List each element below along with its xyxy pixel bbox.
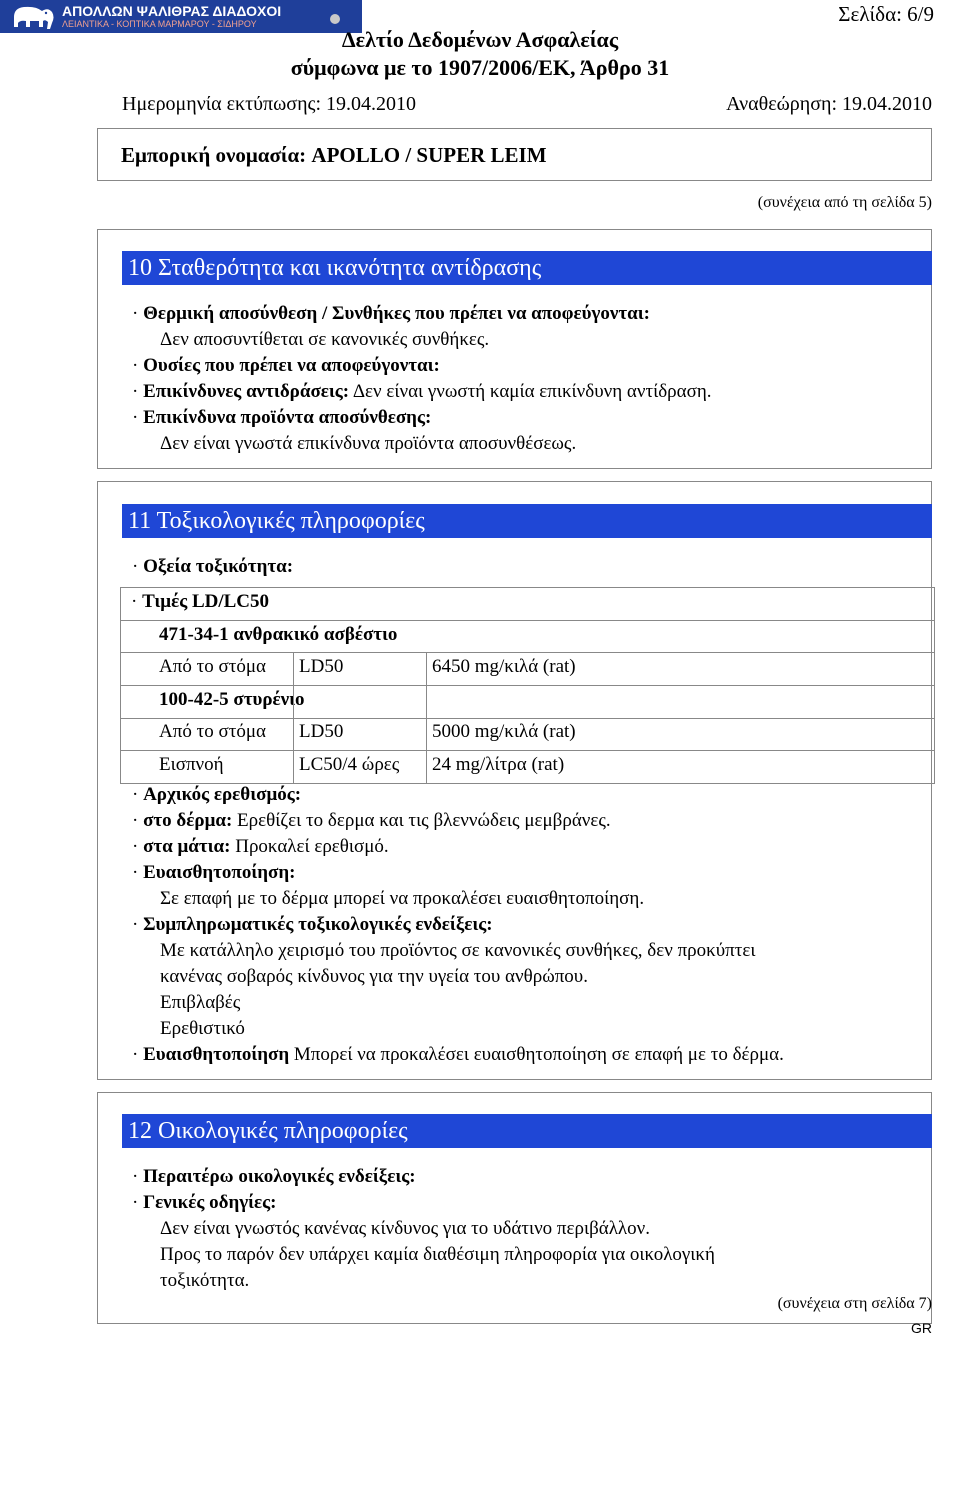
ld-lc50-table: [120, 587, 935, 784]
table-divider: [121, 620, 934, 621]
skin-text: Ερεθίζει το δερμα και τις βλεννώδεις μεμβράνες.: [237, 810, 611, 831]
ld-title-line: · Τιμές LD/LC50: [131, 591, 270, 612]
sens-label: Ευαισθητοποίηση:: [143, 862, 296, 883]
column-divider: [426, 652, 427, 784]
irritant-label: Ερεθιστικό: [160, 1018, 245, 1039]
skin-label: στο δέρμα:: [143, 810, 233, 831]
eyes-line: · στα μάτια: Προκαλεί ερεθισμό.: [132, 836, 389, 857]
substance-name: 471-34-1 ανθρακικό ασβέστιο: [159, 624, 398, 645]
document-title: Δελτίο Δεδομένων Ασφαλείας: [341, 27, 619, 52]
value-cell: 24 mg/λίτρα (rat): [432, 754, 565, 775]
sens-text: Σε επαφή με το δέρμα μπορεί να προκαλέσει ευαισθητοποίηση.: [160, 888, 645, 909]
substances-avoid-line: · Ουσίες που πρέπει να αποφεύγονται:: [132, 355, 440, 376]
decomposition-products-line: · Επικίνδυνα προϊόντα αποσύνθεσης:: [132, 407, 432, 428]
section-11-heading: 11 Τοξικολογικές πληροφορίες: [122, 504, 932, 538]
document-subtitle: σύμφωνα με το 1907/2006/ΕΚ, Άρθρο 31: [290, 55, 670, 80]
supplementary-line: · Συμπληρωματικές τοξικολογικές ενδείξεις:: [132, 914, 493, 935]
eyes-label: στα μάτια:: [143, 836, 231, 857]
type-cell: LD50: [299, 656, 344, 677]
skin-line: · στο δέρμα: Ερεθίζει το δερμα και τις βλεννώδεις μεμβράνες.: [132, 810, 611, 831]
supp-text-1: Με κατάλληλο χειρισμό του προϊόντος σε κανονικές συνθήκες, δεν προκύπτει: [160, 940, 756, 961]
general-label: Γενικές οδηγίες:: [143, 1192, 277, 1213]
table-divider: [121, 750, 934, 751]
elephant-logo-icon: [8, 3, 58, 30]
irritation-label: Αρχικός ερεθισμός:: [143, 784, 302, 805]
further-label: Περαιτέρω οικολογικές ενδείξεις:: [143, 1166, 416, 1187]
country-code: GR: [911, 1320, 932, 1336]
products-label: Επικίνδυνα προϊόντα αποσύνθεσης:: [143, 407, 432, 428]
logo-company-name: ΑΠΟΛΛΩΝ ΨΑΛΙΘΡΑΣ ΔΙΑΔΟΧΟΙ: [62, 3, 282, 19]
continued-to-note: (συνέχεια στη σελίδα 7): [777, 1295, 932, 1312]
page-number: Σελίδα: 6/9: [838, 2, 934, 26]
acute-label: Οξεία τοξικότητα:: [143, 556, 294, 577]
type-cell: LC50/4 ώρες: [299, 754, 400, 775]
products-text: Δεν είναι γνωστά επικίνδυνα προϊόντα αποσυνθέσεως.: [160, 433, 577, 454]
hazardous-reactions-line: · Επικίνδυνες αντιδράσεις: Δεν είναι γνωστή καμία επικίνδυνη αντίδραση.: [132, 381, 712, 402]
further-eco-line: · Περαιτέρω οικολογικές ενδείξεις:: [132, 1166, 416, 1187]
value-cell: 5000 mg/κιλά (rat): [432, 721, 576, 742]
general-text-2: Προς το παρόν δεν υπάρχει καμία διαθέσιμη πληροφορία για οικολογική: [160, 1244, 715, 1265]
section-10-stability: [97, 229, 932, 469]
thermal-text: Δεν αποσυντίθεται σε κανονικές συνθήκες.: [160, 329, 490, 350]
type-cell: LD50: [299, 721, 344, 742]
supp-label: Συμπληρωματικές τοξικολογικές ενδείξεις:: [143, 914, 493, 935]
print-date: Ημερομηνία εκτύπωσης: 19.04.2010: [122, 93, 417, 115]
table-divider: [121, 718, 934, 719]
section-12-heading: 12 Οικολογικές πληροφορίες: [122, 1114, 932, 1148]
continued-from-note: (συνέχεια από τη σελίδα 5): [757, 194, 932, 211]
substance-name: 100-42-5 στυρένιο: [159, 689, 305, 710]
logo-tagline: ΛΕΙΑΝΤΙΚΑ - ΚΟΠΤΙΚΑ ΜΑΡΜΑΡΟΥ - ΣΙΔΗΡΟΥ: [62, 19, 257, 29]
reactions-text: Δεν είναι γνωστή καμία επικίνδυνη αντίδραση.: [352, 381, 712, 402]
supp-text-2: κανένας σοβαρός κίνδυνος για την υγεία του ανθρώπου.: [160, 966, 588, 987]
sensitisation-line: · Ευαισθητοποίηση:: [132, 862, 296, 883]
harmful-label: Επιβλαβές: [160, 992, 241, 1013]
route-cell: Από το στόμα: [159, 656, 266, 677]
ld-title: Τιμές LD/LC50: [142, 591, 270, 612]
sens2-text: Μπορεί να προκαλέσει ευαισθητοποίηση σε επαφή με το δέρμα.: [293, 1044, 784, 1065]
route-cell: Από το στόμα: [159, 721, 266, 742]
route-cell: Εισπνοή: [159, 754, 224, 775]
logo-dot: [330, 14, 340, 24]
sens2-label: Ευαισθητοποίηση: [143, 1044, 290, 1065]
value-cell: 6450 mg/κιλά (rat): [432, 656, 576, 677]
general-text-1: Δεν είναι γνωστός κανένας κίνδυνος για το υδάτινο περιβάλλον.: [160, 1218, 650, 1239]
thermal-label: Θερμική αποσύνθεση / Συνθήκες που πρέπει να αποφεύγονται:: [143, 303, 650, 324]
table-divider: [121, 685, 934, 686]
sensitisation-2-line: · Ευαισθητοποίηση Μπορεί να προκαλέσει ευαισθητοποίηση σε επαφή με το δέρμα.: [132, 1044, 784, 1065]
table-divider: [121, 652, 934, 653]
eyes-text: Προκαλεί ερεθισμό.: [235, 836, 389, 857]
section-11-toxicology: [97, 481, 932, 1080]
general-text-3: τοξικότητα.: [160, 1270, 250, 1291]
section-10-heading: 10 Σταθερότητα και ικανότητα αντίδρασης: [122, 251, 932, 285]
column-divider: [293, 652, 294, 784]
reactions-label: Επικίνδυνες αντιδράσεις:: [143, 381, 350, 402]
trade-name: Εμπορική ονομασία: APOLLO / SUPER LEIM: [121, 143, 547, 167]
revision-date: Αναθεώρηση: 19.04.2010: [726, 93, 932, 115]
general-line: · Γενικές οδηγίες:: [132, 1192, 277, 1213]
substances-label: Ουσίες που πρέπει να αποφεύγονται:: [143, 355, 440, 376]
irritation-line: · Αρχικός ερεθισμός:: [132, 784, 302, 805]
section-12-ecology: [97, 1092, 932, 1324]
thermal-decomposition-line: · Θερμική αποσύνθεση / Συνθήκες που πρέπει να αποφεύγονται:: [132, 303, 650, 324]
trade-name-box: [97, 128, 932, 181]
acute-toxicity-line: · Οξεία τοξικότητα:: [132, 556, 294, 577]
